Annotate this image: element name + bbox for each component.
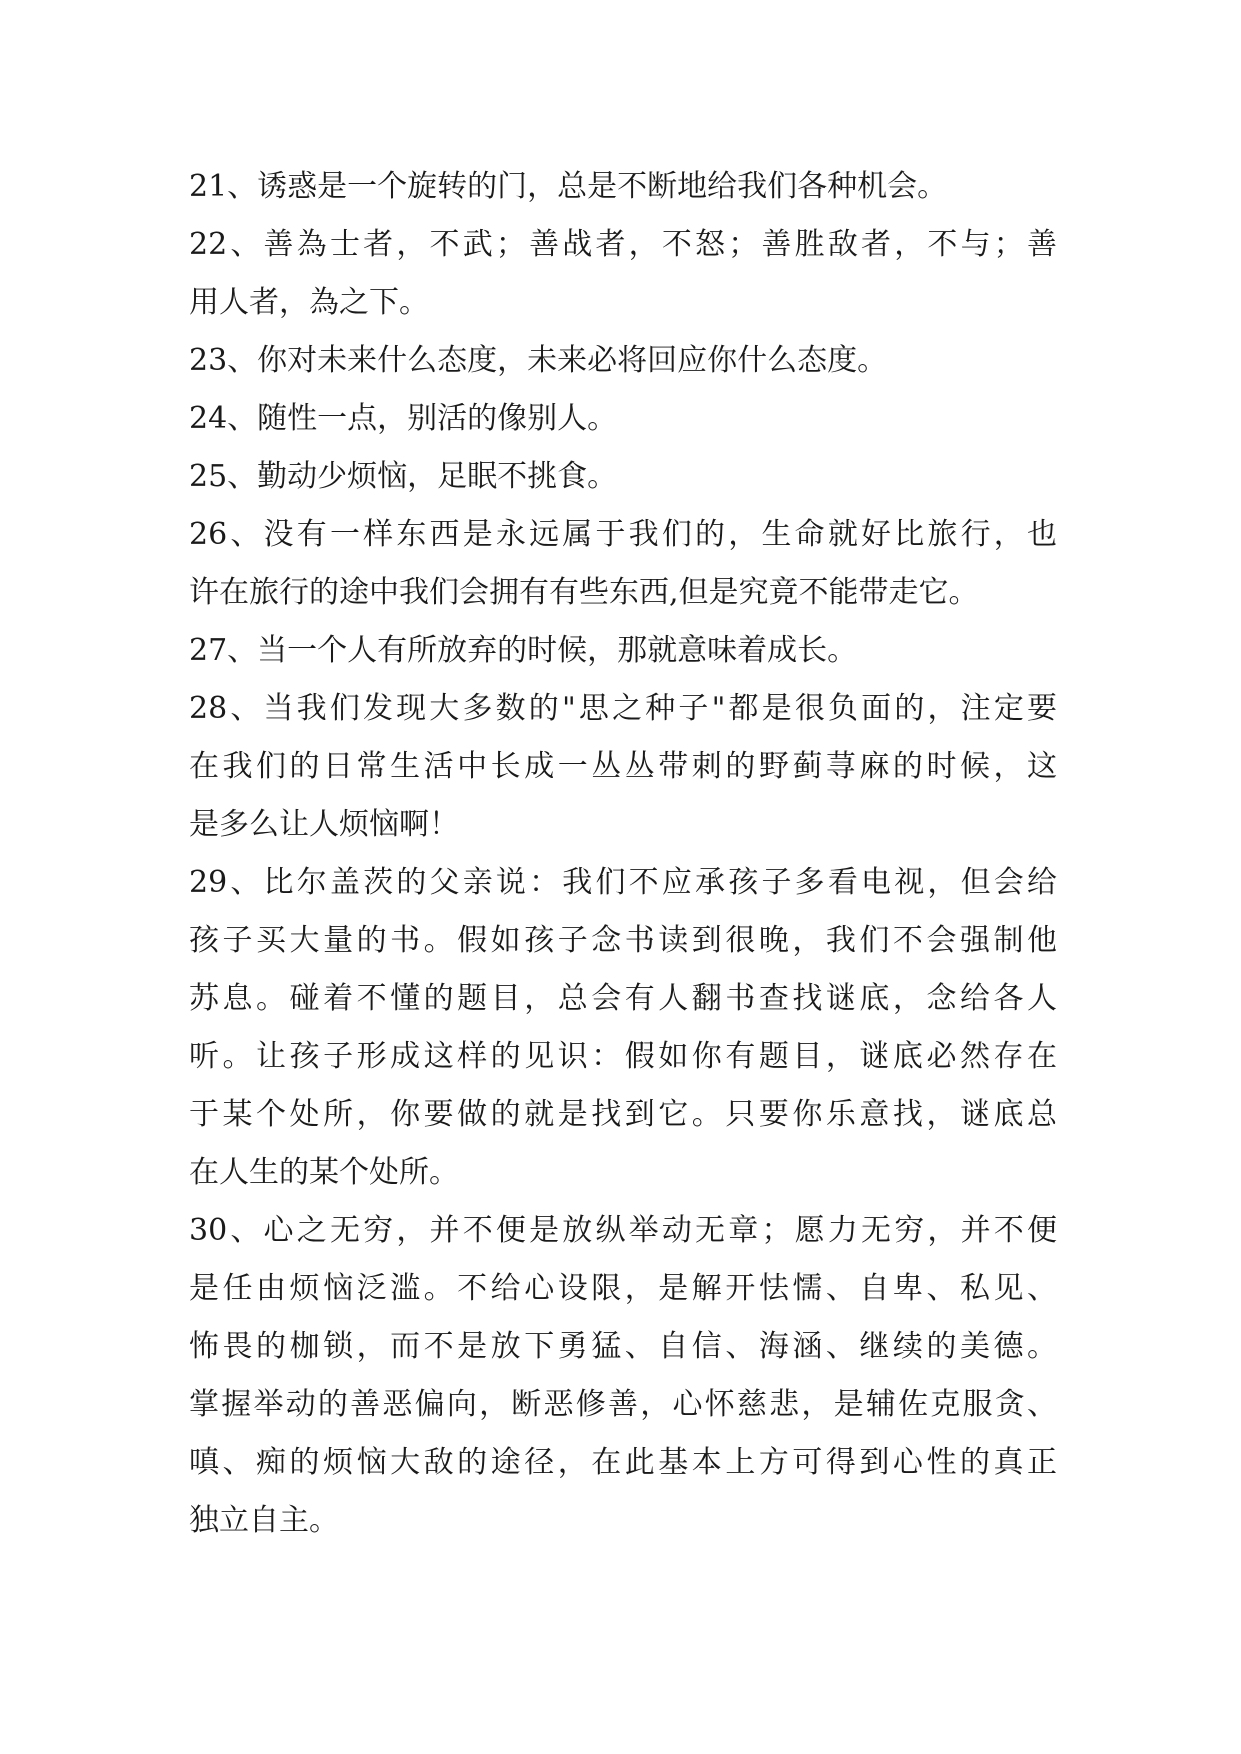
text-line: 是多么让人烦恼啊！ xyxy=(189,807,459,842)
text-line: 22、善為士者，不武；善战者，不怒；善胜敌者，不与；善 xyxy=(189,227,1057,262)
text-line: 掌握举动的善恶偏向，断恶修善，心怀慈悲，是辅佐克服贪、 xyxy=(189,1387,1057,1422)
text-line: 苏息。碰着不懂的题目，总会有人翻书查找谜底，念给各人 xyxy=(189,981,1057,1016)
text-line: 听。让孩子形成这样的见识：假如你有题目，谜底必然存在 xyxy=(189,1039,1057,1074)
text-line: 21、诱惑是一个旋转的门，总是不断地给我们各种机会。 xyxy=(189,169,948,204)
text-line: 嗔、痴的烦恼大敌的途径，在此基本上方可得到心性的真正 xyxy=(189,1445,1057,1480)
text-line: 许在旅行的途中我们会拥有有些东西,但是究竟不能带走它。 xyxy=(189,575,979,610)
text-line: 26、没有一样东西是永远属于我们的，生命就好比旅行，也 xyxy=(189,517,1057,552)
text-line: 在人生的某个处所。 xyxy=(189,1155,459,1190)
text-line: 是任由烦恼泛滥。不给心设限，是解开怯懦、自卑、私见、 xyxy=(189,1271,1057,1306)
text-line: 用人者，為之下。 xyxy=(189,285,429,320)
document-body xyxy=(189,158,1057,1550)
text-line: 28、当我们发现大多数的"思之种子"都是很负面的，注定要 xyxy=(189,691,1057,726)
text-line: 在我们的日常生活中长成一丛丛带刺的野蓟荨麻的时候，这 xyxy=(189,749,1057,784)
text-line: 怖畏的枷锁，而不是放下勇猛、自信、海涵、继续的美德。 xyxy=(189,1329,1057,1364)
text-line: 30、心之无穷，并不便是放纵举动无章；愿力无穷，并不便 xyxy=(189,1213,1057,1248)
text-line: 29、比尔盖茨的父亲说：我们不应承孩子多看电视，但会给 xyxy=(189,865,1057,900)
text-line: 23、你对未来什么态度，未来必将回应你什么态度。 xyxy=(189,343,888,378)
text-line: 27、当一个人有所放弃的时候，那就意味着成长。 xyxy=(189,633,858,668)
text-line: 25、勤动少烦恼，足眠不挑食。 xyxy=(189,459,618,494)
text-line: 于某个处所，你要做的就是找到它。只要你乐意找，谜底总 xyxy=(189,1097,1057,1132)
text-line: 独立自主。 xyxy=(189,1503,339,1538)
text-line: 24、随性一点，别活的像别人。 xyxy=(189,401,618,436)
text-line: 孩子买大量的书。假如孩子念书读到很晚，我们不会强制他 xyxy=(189,923,1057,958)
